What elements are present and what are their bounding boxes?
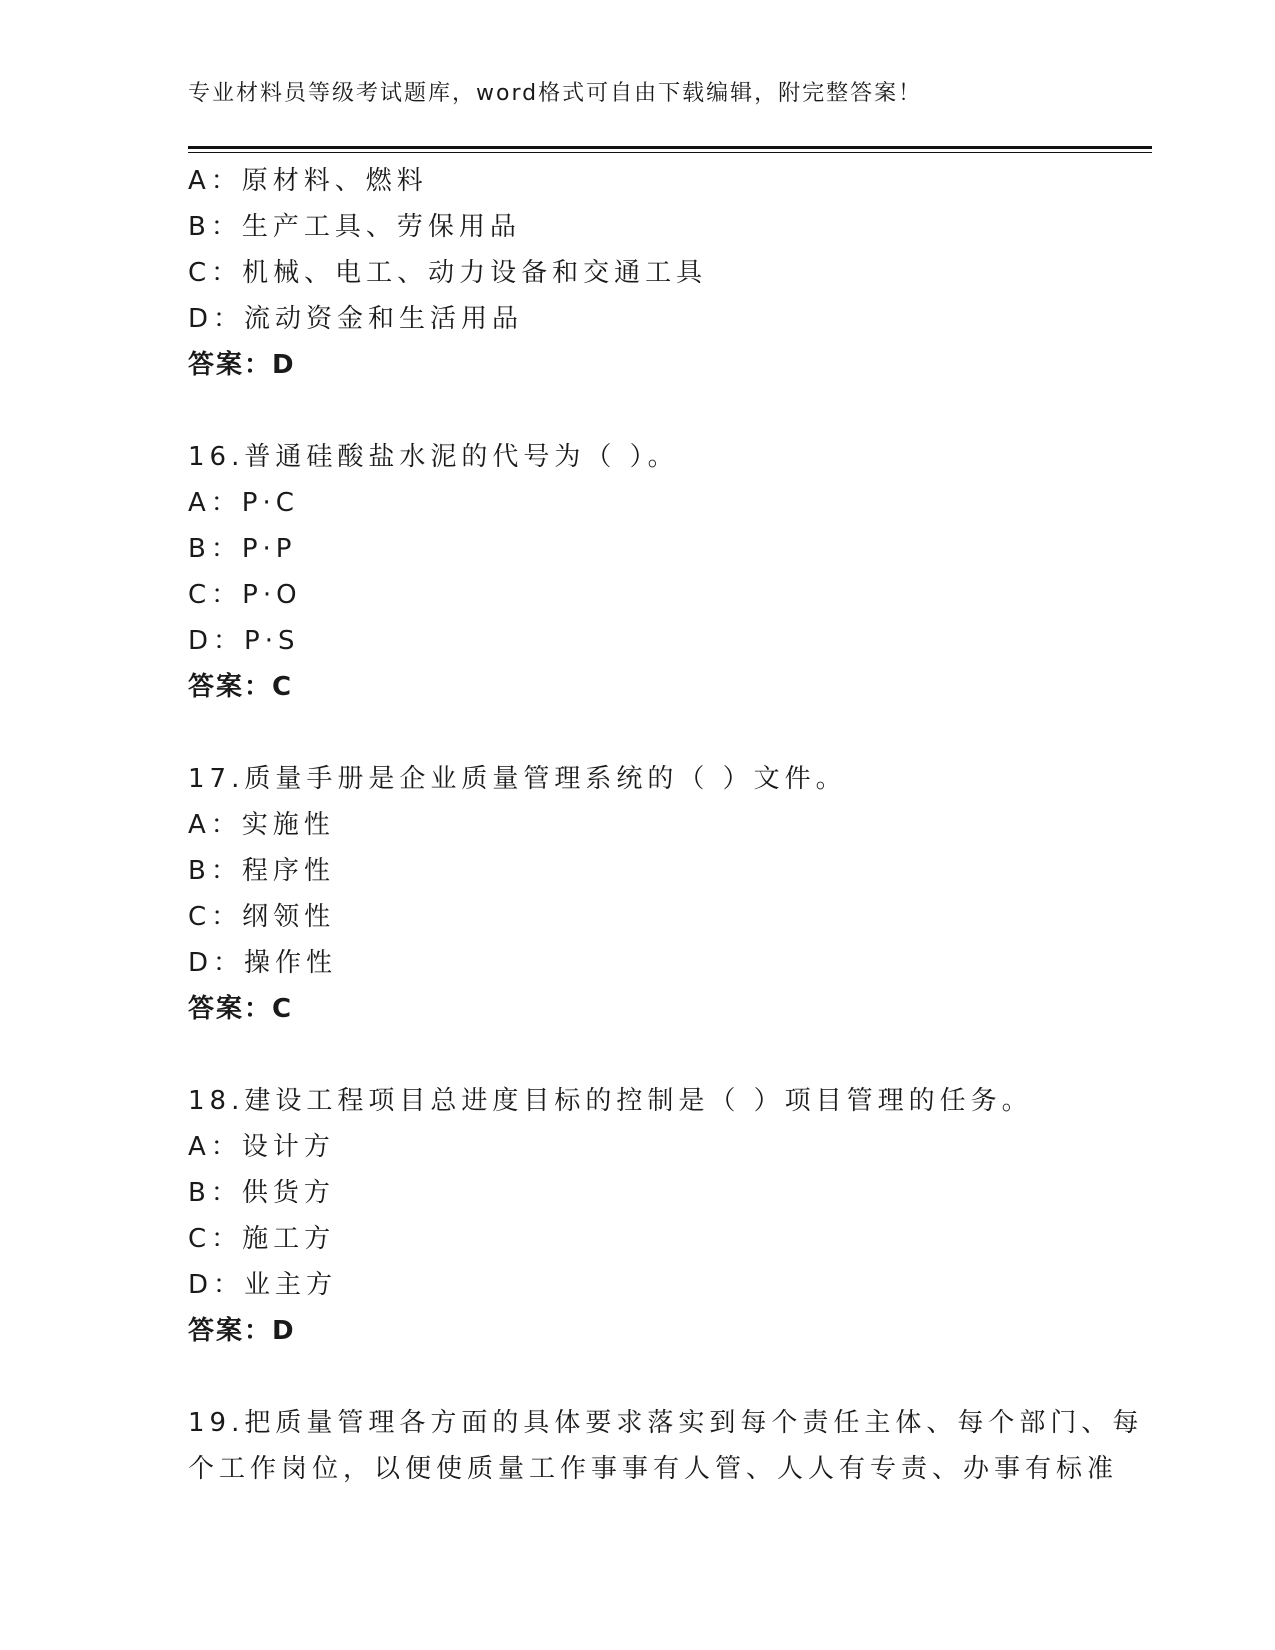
question-17-block (188, 756, 1088, 1032)
option-b: B：生产工具、劳保用品 (188, 212, 521, 242)
answer: 答案：C (188, 994, 294, 1024)
option-d: D：业主方 (188, 1270, 338, 1300)
spacer (188, 1032, 1088, 1078)
header-divider-thick (188, 146, 1152, 149)
option-b: B：程序性 (188, 856, 335, 886)
question-stem-line-1: 19.把质量管理各方面的具体要求落实到每个责任主体、每个部门、每 (188, 1408, 1144, 1438)
question-content (188, 158, 1144, 1492)
spacer (188, 388, 1088, 434)
question-stem: 16.普通硅酸盐水泥的代号为（ ）。 (188, 442, 679, 472)
page-header: 专业材料员等级考试题库，word格式可自由下载编辑，附完整答案！ (188, 81, 923, 106)
question-16-block (188, 434, 1088, 710)
option-c: C：P·O (188, 580, 302, 610)
option-a: A：P·C (188, 488, 299, 518)
spacer (188, 710, 1088, 756)
spacer (188, 1354, 1088, 1400)
option-a: A：原材料、燃料 (188, 166, 428, 196)
question-stem: 18.建设工程项目总进度目标的控制是（ ）项目管理的任务。 (188, 1086, 1033, 1116)
option-d: D：P·S (188, 626, 300, 656)
option-a: A：设计方 (188, 1132, 335, 1162)
option-a: A：实施性 (188, 810, 335, 840)
option-c: C：机械、电工、动力设备和交通工具 (188, 258, 708, 288)
question-18-block (188, 1078, 1088, 1354)
question-19-block (188, 1400, 1144, 1492)
option-c: C：纲领性 (188, 902, 336, 932)
option-d: D：流动资金和生活用品 (188, 304, 524, 334)
option-d: D：操作性 (188, 948, 338, 978)
header-divider-thin (188, 152, 1152, 153)
option-b: B：P·P (188, 534, 297, 564)
answer: 答案：C (188, 672, 294, 702)
question-stem-line-2: 个工作岗位，以便使质量工作事事有人管、人人有专责、办事有标准 (188, 1454, 1119, 1484)
option-c: C：施工方 (188, 1224, 336, 1254)
answer: 答案：D (188, 1316, 296, 1346)
option-b: B：供货方 (188, 1178, 335, 1208)
question-15-block (188, 158, 1088, 388)
answer: 答案：D (188, 350, 296, 380)
question-stem: 17.质量手册是企业质量管理系统的（ ）文件。 (188, 764, 847, 794)
